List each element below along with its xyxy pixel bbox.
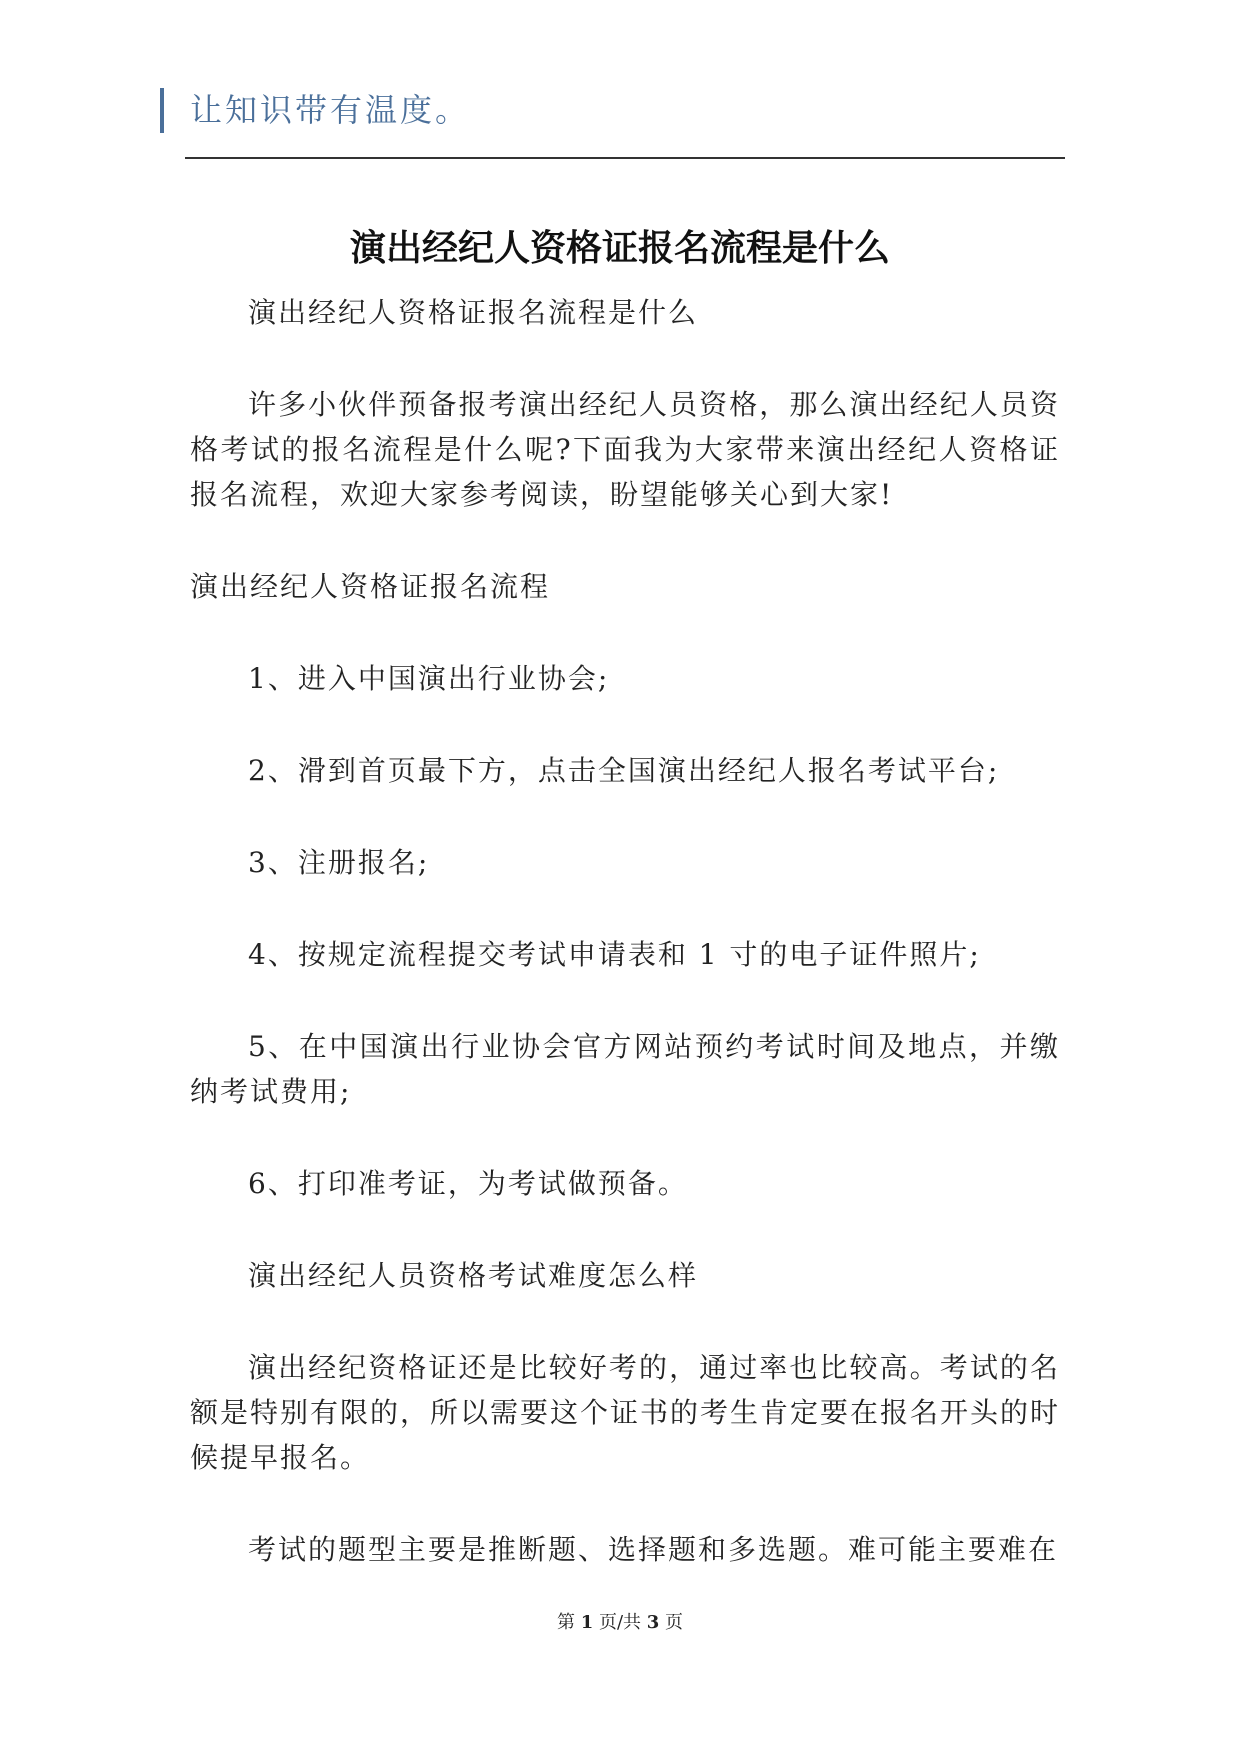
page-suffix: 页 bbox=[665, 1612, 684, 1633]
section-heading-difficulty: 演出经纪人员资格考试难度怎么样 bbox=[248, 1259, 699, 1292]
paragraph-subtitle: 演出经纪人资格证报名流程是什么 bbox=[248, 296, 699, 329]
paragraph-difficulty: 演出经纪资格证还是比较好考的，通过率也比较高。考试的名额是特别有限的，所以需要这个证书的考生肯定要在报名开头的时候提早报名。 bbox=[190, 1351, 1061, 1474]
current-page: 1 bbox=[580, 1612, 594, 1633]
step-item-3: 3、注册报名; bbox=[248, 846, 430, 879]
step-item-6: 6、打印准考证，为考试做预备。 bbox=[248, 1167, 688, 1200]
page-middle: 页/共 bbox=[598, 1612, 642, 1633]
step-item-4: 4、按规定流程提交考试申请表和 1 寸的电子证件照片; bbox=[248, 938, 981, 971]
document-body bbox=[190, 290, 1060, 1619]
section-heading-process: 演出经纪人资格证报名流程 bbox=[190, 570, 551, 603]
header-slogan: 让知识带有温度。 bbox=[190, 91, 471, 129]
document-title: 演出经纪人资格证报名流程是什么 bbox=[349, 228, 890, 270]
total-pages: 3 bbox=[646, 1612, 660, 1633]
step-item-5: 5、在中国演出行业协会官方网站预约考试时间及地点，并缴纳考试费用; bbox=[190, 1030, 1060, 1108]
header-divider bbox=[185, 157, 1065, 159]
paragraph-question-types: 考试的题型主要是推断题、选择题和多选题。难可能主要难在 bbox=[248, 1533, 1059, 1566]
page-prefix: 第 bbox=[556, 1612, 575, 1633]
step-item-1: 1、进入中国演出行业协会; bbox=[248, 662, 610, 695]
step-item-2: 2、滑到首页最下方，点击全国演出经纪人报名考试平台; bbox=[248, 754, 1000, 787]
header-accent-bar bbox=[160, 88, 164, 133]
page-number bbox=[0, 1608, 1240, 1634]
paragraph-intro: 许多小伙伴预备报考演出经纪人员资格，那么演出经纪人员资格考试的报名流程是什么呢?下面我为大家带来演出经纪人资格证报名流程，欢迎大家参考阅读，盼望能够关心到大家! bbox=[190, 388, 1060, 511]
